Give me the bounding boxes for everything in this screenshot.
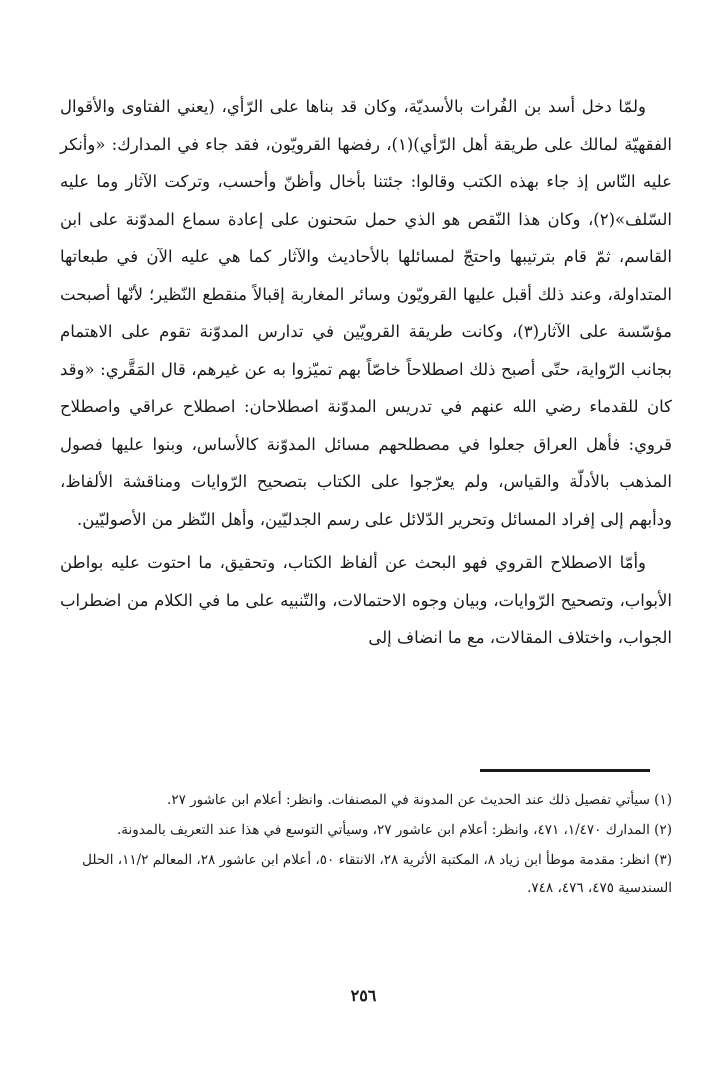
paragraph-1 bbox=[60, 88, 672, 538]
main-text bbox=[60, 88, 672, 657]
paragraph-2-text: وأمّا الاصطلاح القروي فهو البحث عن ألفاظ الكتاب، وتحقيق، ما احتوت عليه بواطن الأبواب، وتصحيح الرّوايات، وبيان وجوه الاحتمالات، والتّنبيه على ما في الكلام من اضطراب الجواب، واختلاف المقالات، مع ما انضاف إلى bbox=[60, 553, 672, 647]
footnote-separator bbox=[480, 769, 650, 772]
footnote-1: (١) سيأتي تفصيل ذلك عند الحديث عن المدونة في المصنفات. وانظر: أعلام ابن عاشور ٢٧. bbox=[167, 792, 672, 808]
footnote-3: (٣) انظر: مقدمة موطأ ابن زياد ٨، المكتبة الأثرية ٢٨، الانتقاء ٥٠، أعلام ابن عاشور ٢٨، المعالم ١١/٢، الحلل السندسية ٤٧٥، ٤٧٦، ٧٤٨. bbox=[82, 852, 672, 896]
footnotes bbox=[60, 786, 672, 904]
paragraph-1-text: ولمّا دخل أسد بن الفُرات بالأسديّة، وكان قد بناها على الرّأي، (يعني الفتاوى والأقوال الفقهيّة لمالك على طريقة أهل الرّأي)(١)، رفضها القرويّون، فقد جاء في المدارك: «وأنكر عليه النّاس إذ جاء بهذه الكتب وقالوا: جئتنا بأخال وأظنّ وأحسب، وتركت الآثار وما عليه السّلف»(٢)، وكان هذا النّقص هو الذي حمل سَحنون على إعادة سماع المدوّنة على ابن القاسم، ثمّ قام بترتيبها واحتجّ لمسائلها بالأحاديث والآثار كما هي عليه الآن في طبعاتها المتداولة، وعند ذلك أقبل عليها القرويّون وسائر المغاربة إقبالاً منقطع النّظير؛ لأنّها أصبحت مؤسّسة على الآثار(٣)، وكانت طريقة القرويّين في تدارس المدوّنة تقوم على الاهتمام بجانب الرّواية، حتّى أصبح ذلك اصطلاحاً خاصّاً بهم تميّزوا به عن غيرهم، قال المَقَّري: «وقد كان للقدماء رضي الله عنهم في تدريس المدوّنة اصطلاحان: اصطلاح عراقي واصطلاح قروي: فأهل العراق جعلوا في مصطلحهم مسائل المدوّنة كالأساس، وبنوا عليها فصول المذهب بالأدلّة والقياس، ولم يعرّجوا على الكتاب بتصحيح الرّوايات ومناقشة الألفاظ، ودأبهم إلى إفراد المسائل وتحرير الدّلائل على رسم الجدليّين، وأهل النّظر من الأصوليّين. bbox=[60, 97, 673, 529]
paragraph-2 bbox=[60, 544, 672, 657]
footnote-2: (٢) المدارك ١/٤٧٠، ٤٧١، وانظر: أعلام ابن عاشور ٢٧، وسيأتي التوسع في هذا عند التعريف بالمدونة. bbox=[117, 822, 672, 838]
page-number: ٢٥٦ bbox=[350, 986, 377, 1005]
